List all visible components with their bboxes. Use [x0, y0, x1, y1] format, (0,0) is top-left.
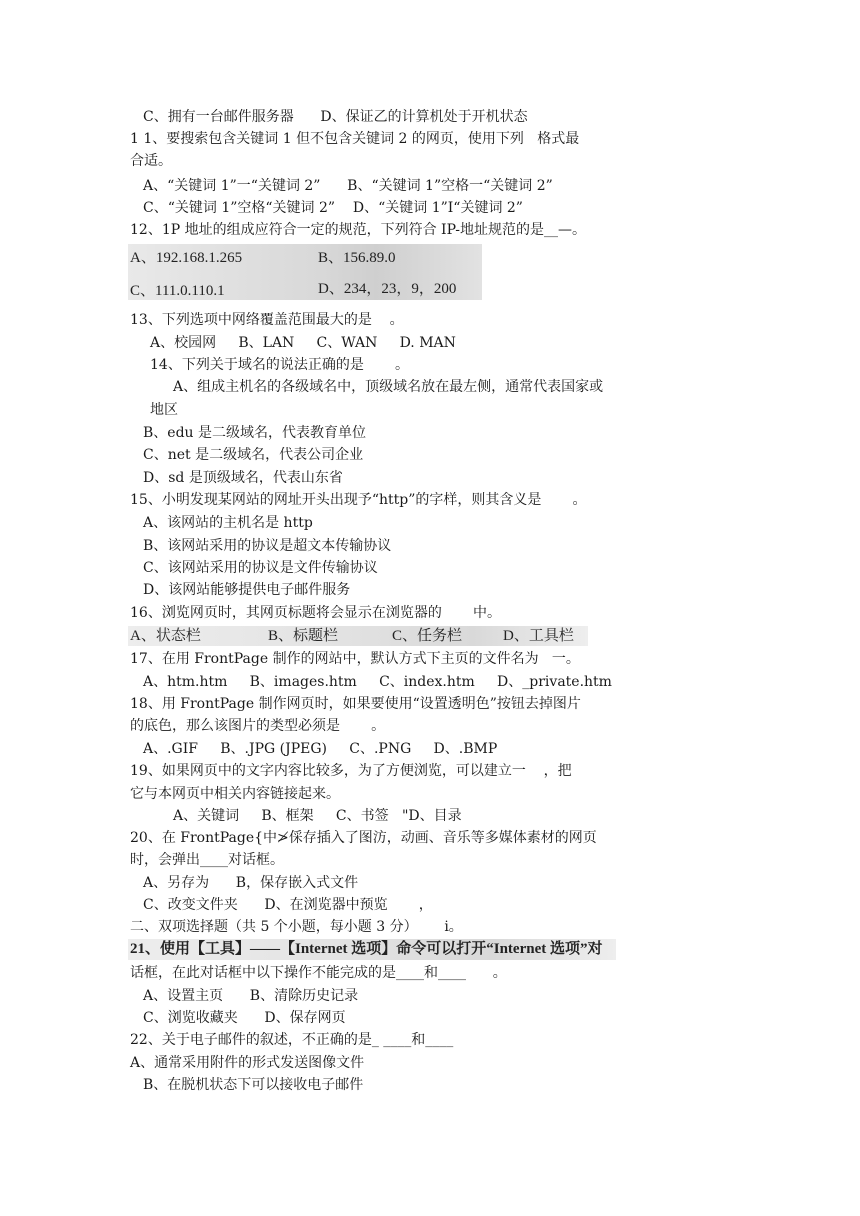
option-line: A、.GIF B、.JPG (JPEG) C、.PNG D、.BMP: [143, 741, 498, 757]
option-line: A、关键词 B、框架 C、书签 "D、目录: [173, 808, 462, 824]
q16-option-a: A、状态栏: [130, 628, 201, 644]
option-line: A、设置主页 B、清除历史记录: [143, 988, 359, 1004]
option-line: C、net 是二级域名，代表公司企业: [143, 447, 364, 463]
question-20: 20、在 FrontPage{中≯倸存插入了图汸，动画、音乐等多媒体素材的网页: [130, 830, 597, 846]
option-line: B、在脱机状态下可以接收电子邮件: [143, 1077, 364, 1093]
option-line: C、浏览收藏夹 D、保存网页: [143, 1010, 346, 1026]
ip-options-scan: [128, 244, 482, 300]
ip-option-d: D、234，23，9，200: [318, 281, 457, 297]
option-line: A、htm.htm B、images.htm C、index.htm D、_private.htm: [143, 674, 612, 690]
option-line: A、该网站的主机名是 http: [143, 515, 313, 531]
option-line: C、该网站采用的协议是文件传输协议: [143, 560, 378, 576]
option-line: D、sd 是顶级域名，代表山东省: [143, 470, 343, 486]
question-15: 15、小明发现某网站的网址开头出现予“http”的字样，则其含义是 。: [130, 492, 587, 508]
option-line: A、校园网 B、LAN C、WAN D. MAN: [150, 335, 456, 351]
question-22: 22、关于电子邮件的叙述，不正确的是_ ____和____: [130, 1032, 454, 1048]
question-16: 16、浏览网页时，其网页标题将会显示在浏览器的 中。: [130, 605, 501, 621]
question-12: 12、1P 地址的组成应符合一定的规范，下列符合 IP-地址规范的是__—。: [130, 222, 586, 238]
ip-option-b: B、156.89.0: [318, 250, 396, 266]
q16-options-scan: [128, 626, 588, 646]
section-heading: 二、双项选择题（共 5 个小题，每小题 3 分） i。: [130, 919, 463, 935]
text-line: 时，会弹出____对话框。: [130, 852, 284, 868]
q16-option-c: C、任务栏: [392, 628, 463, 644]
text-line: 它与本网页中相关内容链接起来。: [130, 786, 340, 802]
question-11: 1 1、要搜索包含关键词 1 但不包含关键词 2 的网页，使用下列 格式最: [130, 131, 580, 147]
option-line: A、另存为 B，保存嵌入式文件: [143, 875, 359, 891]
option-line: A、“关键词 1”一“关键词 2” B、“关键词 1”空格一“关键词 2”: [143, 178, 553, 194]
option-line: A、组成主机名的各级域名中，顶级域名放在最左侧，通常代表国家或: [173, 379, 604, 395]
question-19: 19、如果网页中的文字内容比较多，为了方便浏览，可以建立一 ，把: [130, 763, 572, 779]
question-18: 18、用 FrontPage 制作网页时，如果要使用“设置透明色”按钮去掉图片: [130, 696, 581, 712]
q16-option-d: D、工具栏: [503, 628, 574, 644]
question-17: 17、在用 FrontPage 制作的网站中，默认方式下主页的文件名为 一。: [130, 651, 580, 667]
q21-scan: [128, 939, 616, 960]
question-14: 14、下列关于域名的说法正确的是 。: [150, 357, 409, 373]
question-13: 13、下列选项中网络覆盖范围最大的是 。: [130, 312, 404, 328]
text-line: C、拥有一台邮件服务器 D、保证乙的计算机处于开机状态: [143, 109, 528, 125]
option-line: A、通常采用附件的形式发送图像文件: [130, 1055, 365, 1071]
q16-option-b: B、标题栏: [268, 628, 339, 644]
text-line: 地区: [150, 402, 178, 418]
text-line: 话框，在此对话框中以下操作不能完成的是____和____ 。: [130, 965, 507, 981]
option-line: B、edu 是二级域名，代表教育单位: [143, 425, 367, 441]
text-line: 合适。: [130, 153, 172, 169]
option-line: C、改变文件夹 D、在浏览器中预览 ，: [143, 897, 433, 913]
option-line: B、该网站采用的协议是超文本传输协议: [143, 538, 392, 554]
ip-option-c: C、111.0.110.1: [130, 283, 225, 299]
ip-option-a: A、192.168.1.265: [130, 250, 243, 266]
text-line: 的底色，那么该图片的类型必须是 。: [130, 718, 386, 734]
question-21: 21、使用【工具】——【Internet 选项】命令可以打开“Internet 选项”对: [130, 941, 603, 957]
option-line: C、“关键词 1”空格“关键词 2” D、“关键词 1”I“关键词 2”: [143, 200, 523, 216]
option-line: D、该网站能够提供电子邮件服务: [143, 582, 351, 598]
